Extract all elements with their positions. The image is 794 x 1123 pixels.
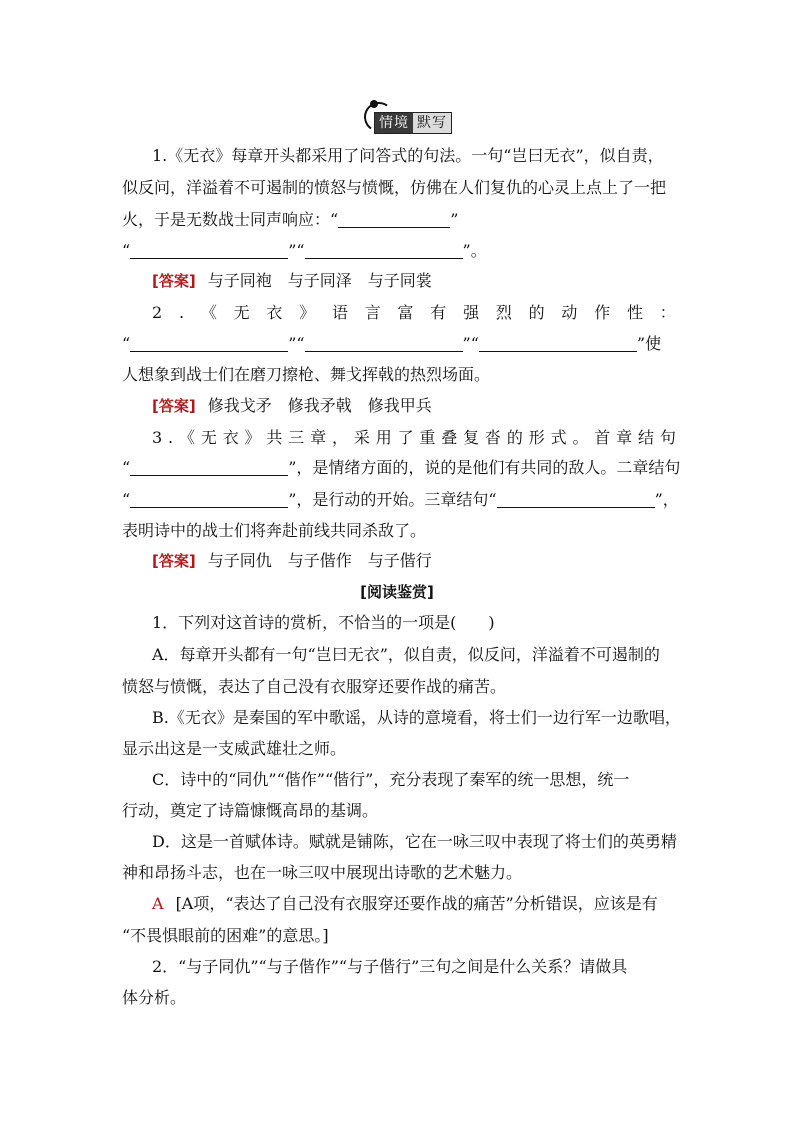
quote-mark: ”使 <box>636 334 662 353</box>
answer-text: 与子同袍 与子同泽 与子同裳 <box>207 271 432 290</box>
fill-blank[interactable] <box>497 491 655 508</box>
quote-mark: “ <box>122 241 131 260</box>
q3-char: 式 <box>550 428 567 447</box>
q3-answer <box>152 550 678 572</box>
mc1-answer <box>152 893 678 915</box>
mc1-stem: 1．下列对这首诗的赏析，不恰当的一项是( ) <box>152 613 495 632</box>
q2-char: 语 <box>331 303 348 322</box>
q2-char: 》 <box>299 303 316 322</box>
q3-char: 无 <box>200 428 217 447</box>
mc1-option-a-cont: 愤怒与愤慨，表达了自己没有衣服穿还要作战的痛苦。 <box>122 677 507 696</box>
q2-char: 性 <box>626 303 643 322</box>
q2-char: 《 <box>200 303 217 322</box>
q2-char: 无 <box>233 303 250 322</box>
q3-line-3 <box>122 489 678 511</box>
q1-line-3-suffix: ” <box>450 210 459 229</box>
q3-char: 采 <box>353 428 370 447</box>
quote-mark: ”“ <box>288 334 305 353</box>
q3-line-2-text: ”，是情绪方面的，说的是他们有共同的敌人。二章结句 <box>288 458 681 477</box>
q2-line-2 <box>122 333 678 355</box>
section-title <box>374 112 452 134</box>
answer-text: 修我戈矛 修我矛戟 修我甲兵 <box>207 396 432 415</box>
q2-line-3: 人想象到战士们在磨刀擦枪、舞戈挥戟的热烈场面。 <box>122 365 491 384</box>
q2-char: 烈 <box>495 303 512 322</box>
answer-explanation: [A项，“表达了自己没有衣服穿还要作战的痛苦”分析错误，应该是有 <box>175 894 658 913</box>
fill-blank[interactable] <box>130 459 288 476</box>
rq2-line-1: 2．“与子同仇”“与子偕作”“与子偕行”三句之间是什么关系？请做具 <box>152 957 628 976</box>
q3-char: 用 <box>375 428 392 447</box>
q2-char: 强 <box>463 303 480 322</box>
q3-line-3-text: ”，是行动的开始。三章结句“ <box>288 490 497 509</box>
quote-mark: “ <box>122 490 131 509</box>
mc1-option-c-cont: 行动，奠定了诗篇慷慨高昂的基调。 <box>122 801 379 820</box>
quote-mark: “ <box>122 334 131 353</box>
answer-tag: [答案] <box>152 272 196 290</box>
q3-char: 复 <box>463 428 480 447</box>
mc1-option-d-cont: 神和昂扬斗志，也在一咏三叹中展现出诗歌的艺术魅力。 <box>122 863 523 882</box>
q3-char: 了 <box>397 428 414 447</box>
fill-blank[interactable] <box>130 335 288 352</box>
q3-char: 衣 <box>222 428 239 447</box>
q3-char: 重 <box>419 428 436 447</box>
badge-dot-decoration <box>370 100 378 108</box>
q3-char: ， <box>331 428 348 447</box>
answer-letter: A <box>152 894 164 913</box>
quote-mark: ”。 <box>462 241 487 260</box>
mc1-option-b-cont: 显示出这是一支威武雄壮之师。 <box>122 739 347 758</box>
q3-line-2 <box>122 457 681 479</box>
q1-line-1: 1.《无衣》每章开头都采用了问答式的句法。一句“岂曰无衣”，似自责， <box>152 146 664 165</box>
answer-tag: [答案] <box>152 552 196 570</box>
q3-char: 结 <box>638 428 655 447</box>
q3-char: 首 <box>594 428 611 447</box>
fill-blank[interactable] <box>130 242 288 259</box>
q1-line-3-text: 火，于是无数战士同声响应：“ <box>122 210 339 229</box>
q2-char: 言 <box>364 303 381 322</box>
q3-char: 章 <box>616 428 633 447</box>
fill-blank[interactable] <box>479 335 637 352</box>
q2-char: . <box>178 303 185 322</box>
q1-answer <box>152 270 678 292</box>
q2-char: ： <box>659 303 676 322</box>
q3-char: . <box>168 428 174 447</box>
mc1-answer-cont: “不畏惧眼前的困难”的意思。] <box>122 926 329 945</box>
mc1-option-d: D．这是一首赋体诗。赋就是铺陈，它在一咏三叹中表现了将士们的英勇精 <box>152 832 677 851</box>
q1-line-2: 似反问，洋溢着不可遏制的愤怒与愤慨，仿佛在人们复仇的心灵上点上了一把 <box>122 178 667 197</box>
q3-line-1 <box>152 427 676 449</box>
q3-char: 》 <box>244 428 261 447</box>
q3-char: 叠 <box>441 428 458 447</box>
fill-blank[interactable] <box>338 211 450 228</box>
mc1-option-b: B.《无衣》是秦国的军中歌谣，从诗的意境看，将士们一边行军一边歌唱， <box>152 708 681 727</box>
q3-char: 3 <box>152 428 163 447</box>
q3-char: 的 <box>506 428 523 447</box>
mc1-option-a: A．每章开头都有一句“岂曰无衣”，似自责，似反问，洋溢着不可遏制的 <box>152 645 660 664</box>
q2-char: 有 <box>430 303 447 322</box>
q2-char: 动 <box>561 303 578 322</box>
q3-char: 。 <box>572 428 589 447</box>
q1-line-3 <box>122 209 678 231</box>
q3-line-4: 表明诗中的战士们将奔赴前线共同杀敌了。 <box>122 521 427 540</box>
mc1-option-c: C．诗中的“同仇”“偕作”“偕行”，充分表现了秦军的统一思想，统一 <box>152 770 630 789</box>
answer-tag: [答案] <box>152 397 196 415</box>
q1-line-4 <box>122 240 678 262</box>
reading-heading: [阅读鉴赏] <box>360 583 434 601</box>
q3-char: 《 <box>178 428 195 447</box>
fill-blank[interactable] <box>130 491 288 508</box>
q2-char: 富 <box>397 303 414 322</box>
quote-mark: ”， <box>654 490 679 509</box>
q2-char: 作 <box>594 303 611 322</box>
quote-mark: ”“ <box>288 241 305 260</box>
q2-char: 的 <box>528 303 545 322</box>
q3-char: 沓 <box>485 428 502 447</box>
answer-text: 与子同仇 与子偕作 与子偕行 <box>207 551 432 570</box>
q3-char: 章 <box>310 428 327 447</box>
q3-char: 三 <box>288 428 305 447</box>
q3-char: 共 <box>266 428 283 447</box>
q2-char: 衣 <box>266 303 283 322</box>
section-badge <box>364 100 476 134</box>
fill-blank[interactable] <box>305 335 463 352</box>
q3-char: 形 <box>528 428 545 447</box>
q2-answer <box>152 395 678 417</box>
fill-blank[interactable] <box>305 242 463 259</box>
quote-mark: “ <box>122 458 131 477</box>
badge-label-left: 情境 <box>375 113 413 133</box>
quote-mark: ”“ <box>462 334 479 353</box>
q3-char: 句 <box>659 428 676 447</box>
q2-line-1 <box>152 302 676 324</box>
rq2-line-2: 体分析。 <box>122 988 187 1007</box>
badge-label-right: 默写 <box>413 113 451 133</box>
q2-char: 2 <box>152 303 163 322</box>
